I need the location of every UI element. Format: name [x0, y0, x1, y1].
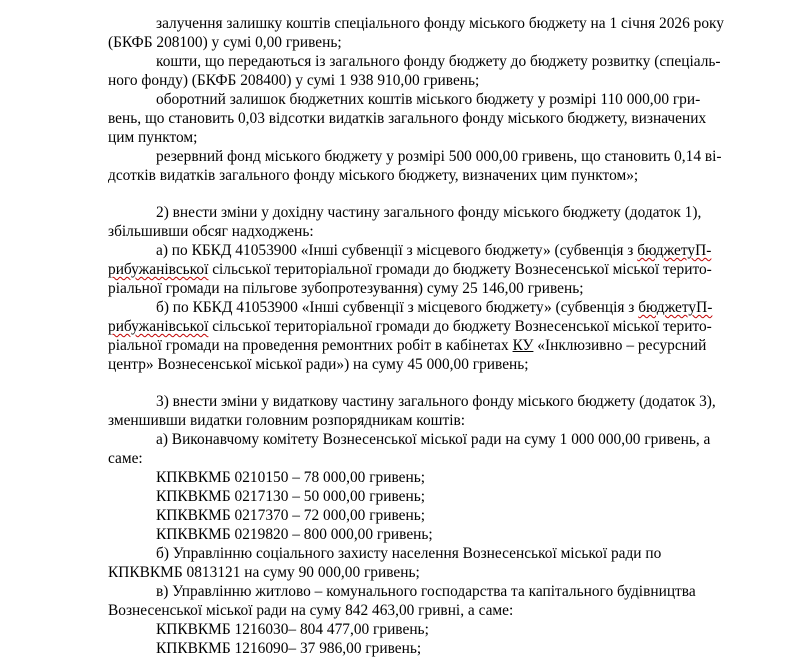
text-run: б) по КБКД 41053900 «Інші субвенції з місцевого бюджету» (субвенція з: [156, 299, 639, 316]
text-run: сільської територіальної громади до бюджету Вознесенської міської терито-: [208, 261, 712, 278]
text-line: а) Виконавчому комітету Вознесенської міської ради на суму 1 000 000,00 гривень, а: [156, 431, 711, 448]
text-run: а) по КБКД 41053900 «Інші субвенції з місцевого бюджету» (субвенція з: [156, 242, 638, 259]
text-line: б) Управлінню соціального захисту населення Вознесенської міської ради по: [156, 545, 662, 562]
text-run: ріальної громади на проведення ремонтних робіт в кабінетах: [108, 337, 513, 354]
text-line: зменшивши видатки головним розпорядникам коштів:: [108, 412, 466, 429]
underlined-abbreviation: КУ: [512, 337, 534, 354]
text-line: центр» Вознесенської міської ради») на суму 45 000,00 гривень;: [108, 356, 529, 373]
text-line: КПКВКМБ 0813121 на суму 90 000,00 гривень;: [108, 564, 420, 581]
text-line: КПКВКМБ 1216030– 804 477,00 гривень;: [156, 621, 429, 638]
text-line: 2) внести зміни у дохідну частину загального фонду міського бюджету (додаток 1),: [156, 204, 702, 221]
text-line: КПКВКМБ 0217130 – 50 000,00 гривень;: [156, 488, 425, 505]
text-line: КПКВКМБ 0219820 – 800 000,00 гривень;: [156, 526, 433, 543]
text-line: саме:: [108, 450, 143, 467]
spellcheck-word: рибужанівської: [108, 318, 209, 335]
text-line: залучення залишку коштів спеціального фонду міського бюджету на 1 січня 2026 року: [156, 15, 725, 32]
text-line: кошти, що передаються із загального фонду бюджету до бюджету розвитку (спеціаль-: [156, 53, 721, 70]
text-line: 3) внести зміни у видаткову частину загального фонду міського бюджету (додаток 3),: [156, 393, 716, 410]
text-line: КПКВКМБ 0217370 – 72 000,00 гривень;: [156, 507, 425, 524]
text-line: [108, 317, 712, 336]
text-line: (БКФБ 208100) у сумі 0,00 гривень;: [108, 34, 342, 51]
text-line: оборотний залишок бюджетних коштів міського бюджету у розмірі 110 000,00 гри-: [156, 91, 701, 108]
text-line: цим пунктом;: [108, 129, 198, 146]
text-run: сільської територіальної громади до бюджету Вознесенської міської терито-: [208, 318, 712, 335]
text-line: в) Управлінню житлово – комунального господарства та капітального будівництва: [156, 583, 696, 600]
text-line: [108, 336, 706, 355]
spellcheck-word: рибужанівської: [108, 261, 209, 278]
text-line: [156, 298, 712, 317]
text-line: Вознесенської міської ради на суму 842 463,00 гривні, а саме:: [108, 602, 514, 619]
text-run: «Інклюзивно – ресурсний: [533, 337, 707, 354]
text-line: [108, 260, 712, 279]
text-line: вень, що становить 0,03 відсотки видатків загального фонду міського бюджету, визначених: [108, 110, 707, 127]
text-line: збільшивши обсяг надходжень:: [108, 223, 314, 240]
spellcheck-word: бюджетуП-: [638, 299, 713, 316]
spellcheck-word: бюджетуП-: [637, 242, 712, 259]
text-line: ріальної громади на пільгове зубопротезування) суму 25 146,00 гривень;: [108, 280, 584, 297]
text-line: ного фонду) (БКФБ 208400) у сумі 1 938 910,00 гривень;: [108, 72, 480, 89]
text-line: дсотків видатків загального фонду міського бюджету, визначених цим пунктом»;: [108, 167, 639, 184]
text-line: резервний фонд міського бюджету у розмірі 500 000,00 гривень, що становить 0,14 ві-: [156, 148, 722, 165]
text-line: КПКВКМБ 0210150 – 78 000,00 гривень;: [156, 469, 425, 486]
text-line: [156, 241, 711, 260]
text-line: КПКВКМБ 1216090– 37 986,00 гривень;: [156, 640, 422, 657]
